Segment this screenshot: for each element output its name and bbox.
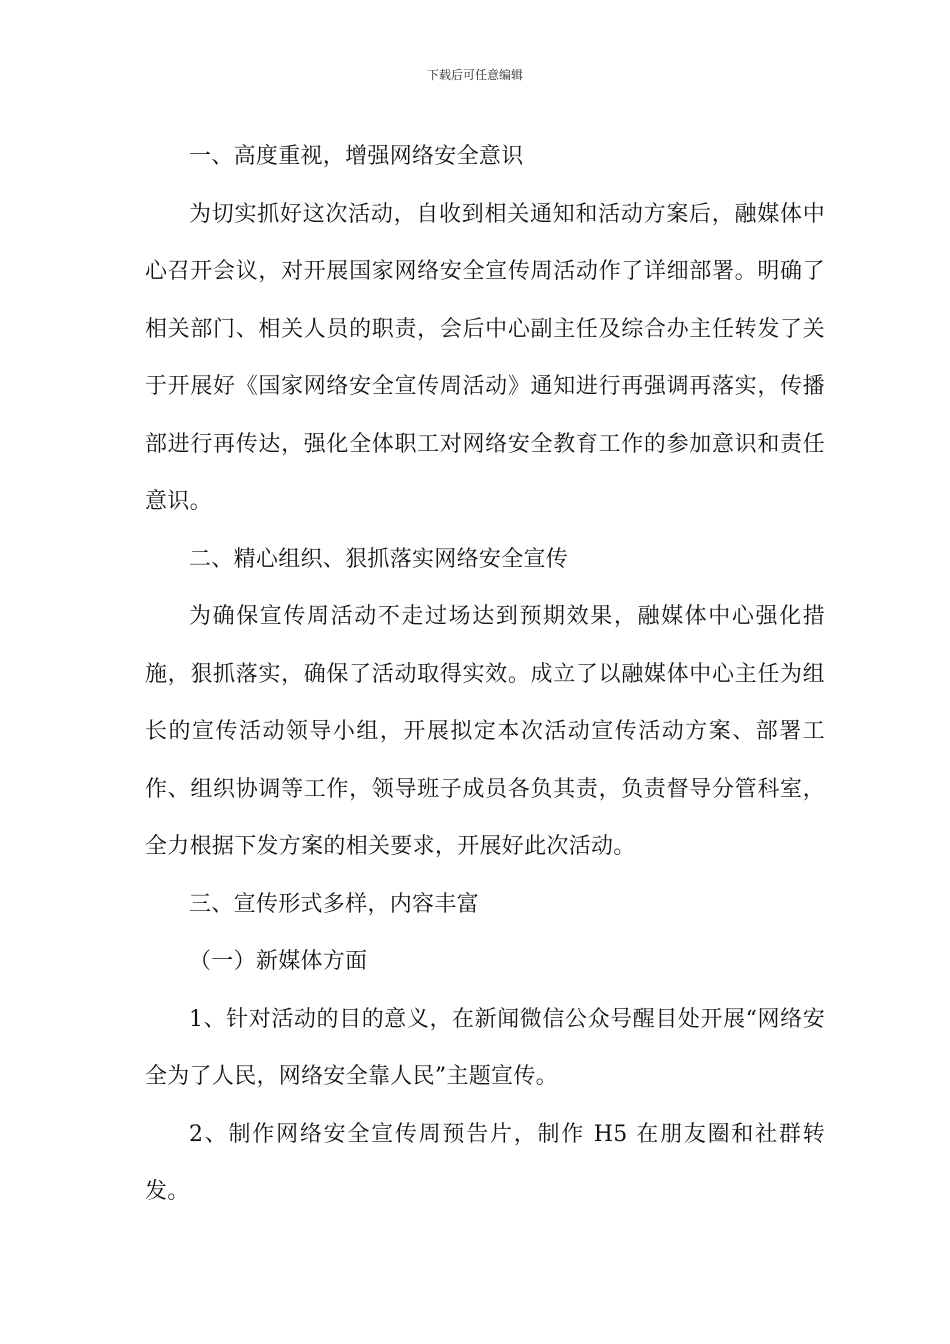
body-paragraph: 为确保宣传周活动不走过场达到预期效果，融媒体中心强化措施，狠抓落实，确保了活动取得实效。成立了以融媒体中心主任为组长的宣传活动领导小组，开展拟定本次活动宣传活动方案、部署工作、组织协调等工作，领导班子成员各负其责，负责督导分管科室，全力根据下发方案的相关要求，开展好此次活动。 xyxy=(145,604,825,859)
list-item: 1、针对活动的目的意义，在新闻微信公众号醒目处开展“网络安全为了人民，网络安全靠人民”主题宣传。 xyxy=(145,1006,825,1089)
document-body xyxy=(145,128,825,1221)
section-heading-2: 二、精心组织、狠抓落实网络安全宣传 xyxy=(189,546,569,572)
section-heading-3: 三、宣传形式多样，内容丰富 xyxy=(189,891,479,917)
page-header-note: 下载后可任意编辑 xyxy=(426,68,523,82)
section-heading-1: 一、高度重视，增强网络安全意识 xyxy=(189,144,524,169)
list-item: 2、制作网络安全宣传周预告片，制作 H5 在朋友圈和社群转发。 xyxy=(145,1121,825,1204)
subsection-heading-new-media: （一）新媒体方面 xyxy=(189,949,368,974)
body-paragraph: 为切实抓好这次活动，自收到相关通知和活动方案后，融媒体中心召开会议，对开展国家网络安全宣传周活动作了详细部署。明确了相关部门、相关人员的职责，会后中心副主任及综合办主任转发了关于开展好《国家网络安全宣传周活动》通知进行再强调再落实，传播部进行再传达，强化全体职工对网络安全教育工作的参加意识和责任意识。 xyxy=(145,201,825,514)
